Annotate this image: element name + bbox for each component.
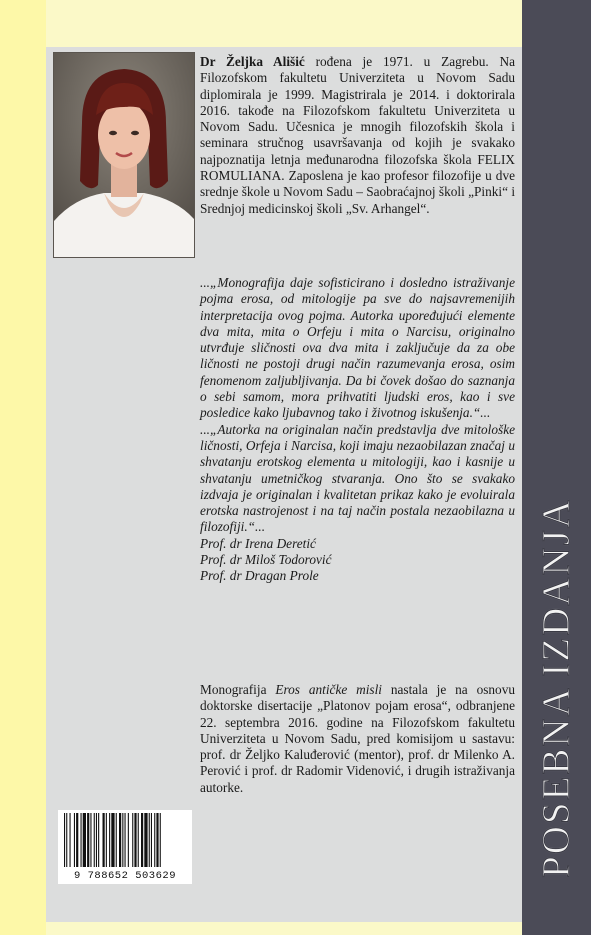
barcode-bar — [128, 813, 129, 867]
barcode-bar — [111, 813, 114, 867]
review-paragraph-1: ...„Monografija daje sofisticirano i dosledno istraživanje pojma erosa, od mitologije pa sve do najsavremenijih interpretacija ovog pojma. Autorka upoređujući elemente dva mita, mita o Orfeju i mita o Narcisu, originalno utvrđuje sličnosti ova dva mita i zaključuje da za obe ličnosti ne postoji drugi način razumevanja erosa, osim fenomenom zaljubljivanja. Da bi čovek došao do saznanja o sebi samom, mora prihvatiti ljudski eros, kao i sve posledice kako ljubavnog tako i životnog iskušenja.“... — [200, 275, 515, 421]
barcode-bars — [62, 813, 188, 867]
barcode-bar — [122, 813, 123, 867]
reviewer-2: Prof. dr Miloš Todorović — [200, 552, 332, 568]
monograph-prefix: Monografija — [200, 682, 276, 697]
barcode-bar — [94, 813, 95, 867]
barcode-bar — [83, 813, 86, 867]
isbn-barcode — [58, 810, 192, 884]
barcode-bar — [119, 813, 121, 867]
barcode-bar — [66, 813, 67, 867]
biography-text: rođena je 1971. u Zagrebu. Na Filozofskom fakultetu Univerziteta u Novom Sadu diplomirala je 1999. Magistrirala je 2014. i doktorirala 2016. takođe na Filozofskom fakultetu Univerziteta u Novom Sadu. Učesnica je mnogih filozofskih škola i seminara stručnog usavršavanja od kojih je svakako najpoznatija letnja međunarodna filozofska škola FELIX ROMULIANA. Zaposlena je kao profesor filozofije u dve srednje škole u Novom Sadu – Saobraćajnoj školi „Pinki“ i Srednjoj medicinskoj školi „Sv. Arhangel“. — [200, 54, 516, 216]
review-paragraph-2: ...„Autorka na originalan način predstavlja dve mitološke ličnosti, Orfeja i Narcisa, koji imaju nezaobilazan značaj u shvatanju erotskog elementa u mitologiji, kao i kasnije u shvatanju umetničkog stvaranja. Ono što se svakako izdvaja je originalan i kvalitetan prikaz kako je evoluirala erotska nastrojenost i na taj način postala nezaobilazna u filozofiji.“... — [200, 421, 515, 535]
monograph-description — [200, 682, 515, 796]
barcode-bar — [138, 813, 139, 867]
author-name: Dr Željka Ališić — [200, 54, 305, 69]
barcode-bar — [151, 813, 152, 867]
barcode-bar — [134, 813, 136, 867]
barcode-bar — [90, 813, 91, 867]
barcode-bar — [74, 813, 75, 867]
monograph-text: nastala je na osnovu doktorske disertacije „Platonov pojam erosa“, odbranjene 22. septembra 2016. godine na Filozofskom fakultetu Univerziteta u Novom Sadu, pred komisijom u sastavu: prof. dr Željko Kaluđerović (mentor), prof. dr Milenko A. Perović i prof. dr Radomir Videnović, i drugih istraživanja autorke. — [200, 682, 516, 795]
author-biography — [200, 54, 515, 217]
book-title: Eros antičke misli — [275, 682, 382, 697]
reviewer-1: Prof. dr Irena Deretić — [200, 535, 316, 551]
review-quotes — [200, 275, 515, 585]
barcode-bar — [149, 813, 150, 867]
barcode-bar — [132, 813, 133, 867]
barcode-bar — [103, 813, 105, 867]
barcode-bar — [76, 813, 78, 867]
barcode-bar — [144, 813, 147, 867]
author-photo — [53, 52, 195, 258]
reviewer-3: Prof. dr Dragan Prole — [200, 568, 319, 584]
barcode-bar — [154, 813, 155, 867]
barcode-bar — [87, 813, 89, 867]
barcode-bar — [98, 813, 99, 867]
barcode-bar — [156, 813, 158, 867]
barcode-bar — [116, 813, 117, 867]
barcode-bar — [106, 813, 107, 867]
barcode-bar — [160, 813, 161, 867]
cover-background-strip — [0, 0, 46, 935]
barcode-bar — [125, 813, 126, 867]
series-label: POSEBNA IZDANJA — [534, 498, 578, 878]
barcode-bar — [64, 813, 65, 867]
barcode-bar — [70, 813, 71, 867]
barcode-bar — [109, 813, 110, 867]
barcode-bar — [141, 813, 143, 867]
isbn-number: 9 788652 503629 — [73, 870, 176, 882]
barcode-bar — [96, 813, 97, 867]
barcode-bar — [81, 813, 82, 867]
